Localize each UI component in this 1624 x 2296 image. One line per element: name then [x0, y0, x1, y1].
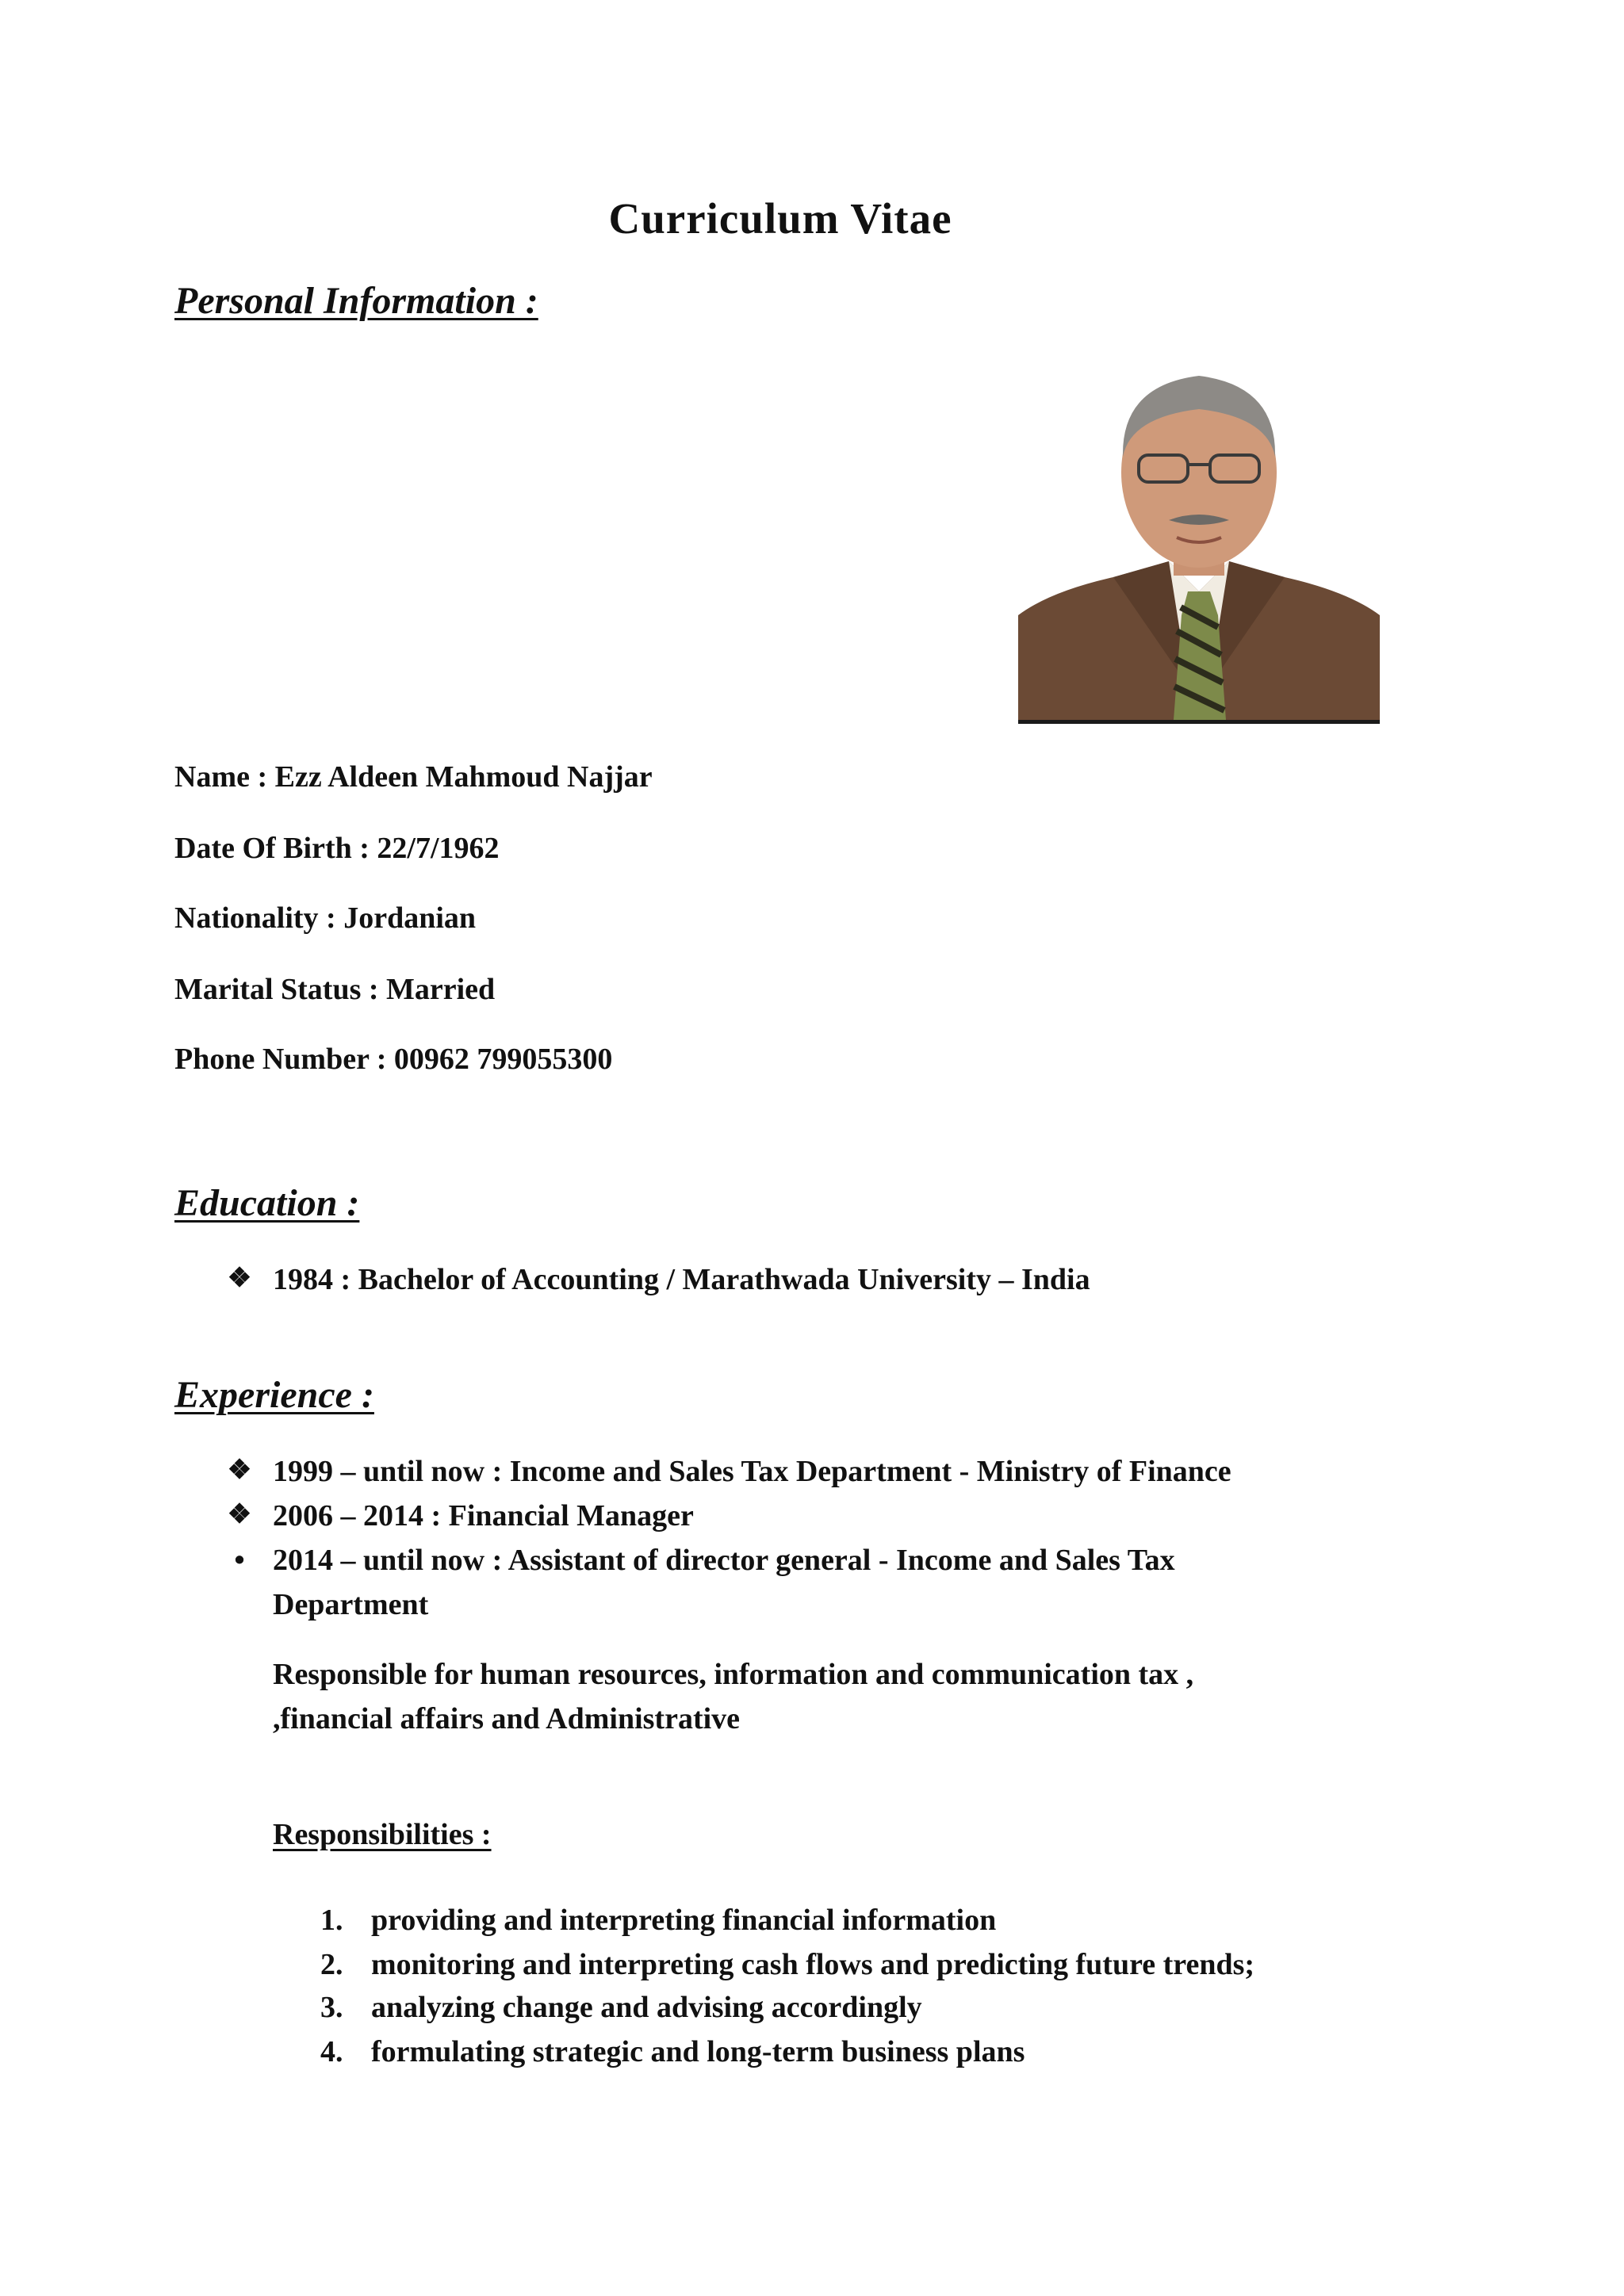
item-number: 3. — [320, 1991, 343, 2024]
profile-photo — [1018, 354, 1380, 724]
experience-heading: Experience : — [174, 1374, 374, 1416]
personal-phone-number: Phone Number : 00962 799055300 — [174, 1043, 613, 1076]
personal-date-of-birth: Date Of Birth : 22/7/1962 — [174, 832, 500, 865]
experience-item-text: 2014 – until now : Assistant of director general - Income and Sales Tax — [273, 1544, 1175, 1577]
experience-item-text: 2006 – 2014 : Financial Manager — [273, 1499, 694, 1533]
education-item-text: 1984 : Bachelor of Accounting / Marathwada University – India — [273, 1263, 1090, 1296]
diamond-bullet-icon: ❖ — [227, 1456, 252, 1485]
item-number: 4. — [320, 2035, 343, 2068]
responsibility-text: formulating strategic and long-term business plans — [371, 2035, 1025, 2068]
diamond-bullet-icon: ❖ — [227, 1264, 252, 1293]
experience-item-text: 1999 – until now : Income and Sales Tax Department - Ministry of Finance — [273, 1455, 1231, 1488]
personal-name: Name : Ezz Aldeen Mahmoud Najjar — [174, 760, 653, 794]
diamond-bullet-icon: ❖ — [227, 1500, 252, 1529]
responsibility-paragraph-line-1: Responsible for human resources, information and communication tax , — [273, 1658, 1194, 1691]
responsibility-text: providing and interpreting financial information — [371, 1904, 997, 1937]
personal-nationality: Nationality : Jordanian — [174, 901, 477, 935]
responsibility-text: analyzing change and advising accordingly — [371, 1991, 922, 2024]
personal-marital-status: Marital Status : Married — [174, 973, 496, 1006]
item-number: 1. — [320, 1904, 343, 1937]
responsibilities-heading: Responsibilities : — [273, 1818, 492, 1851]
personal-info-heading: Personal Information : — [174, 280, 538, 322]
responsibility-paragraph-line-2: ,financial affairs and Administrative — [273, 1702, 741, 1735]
item-number: 2. — [320, 1948, 343, 1981]
portrait-photo-icon — [1018, 354, 1380, 720]
responsibility-text: monitoring and interpreting cash flows and predicting future trends; — [371, 1948, 1255, 1981]
document-title: Curriculum Vitae — [608, 194, 952, 243]
experience-item-continuation: Department — [273, 1588, 429, 1621]
education-heading: Education : — [174, 1182, 360, 1224]
dot-bullet-icon: • — [234, 1544, 245, 1577]
